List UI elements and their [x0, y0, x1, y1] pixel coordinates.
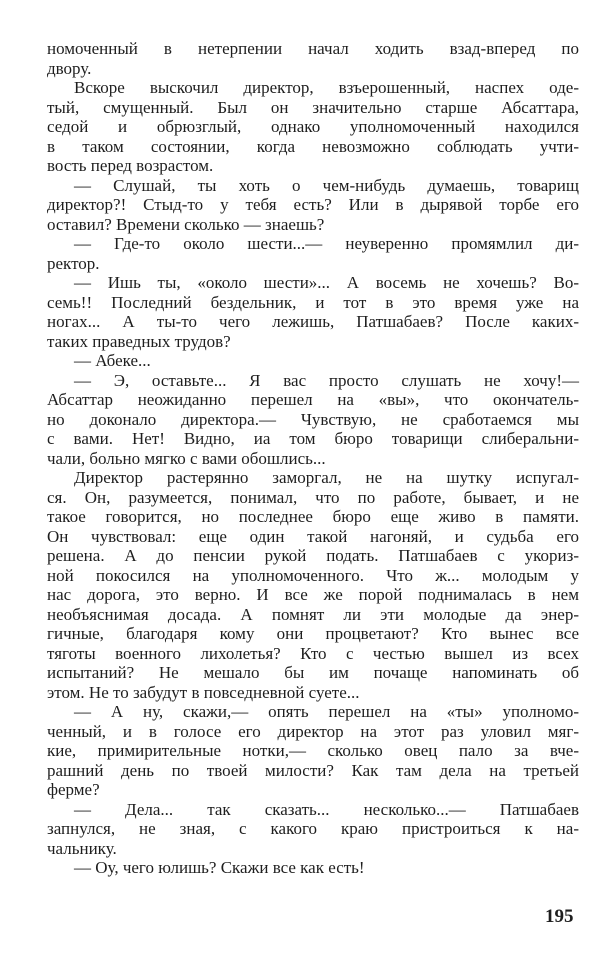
text-line: в таком состоянии, когда невозможно соблюдать учти- — [47, 136, 579, 156]
text-line: — А ну, скажи,— опять перешел на «ты» уполномо- — [74, 702, 579, 721]
text-line: тяготы военного лихолетья? Кто с честью вышел из всех — [47, 643, 579, 663]
text-line: — Где-то около шести...— неуверенно промямлил ди- — [74, 234, 579, 253]
paragraph — [47, 858, 579, 878]
text-line: решена. А до пенсии рукой подать. Патшабаев с укориз- — [47, 546, 579, 565]
text-line: нас дорога, это верно. И все же порой поднималась в нем — [47, 585, 579, 604]
paragraph — [47, 234, 579, 273]
text-line: ногах... А ты-то чего лежишь, Патшабаев? После каких- — [47, 312, 579, 331]
text-line: ся. Он, разумеется, понимал, что по работе, бывает, и не — [47, 487, 579, 507]
paragraph — [47, 273, 579, 351]
text-line: с вами. Нет! Видно, иа том бюро товарищи слиберальни- — [47, 429, 579, 448]
paragraph — [47, 468, 579, 702]
paragraph — [47, 351, 579, 371]
text-line: такое говорится, но последнее бюро еще живо в памяти. — [47, 507, 579, 526]
text-line: рашний день по твоей милости? Как там дела на третьей — [47, 760, 579, 780]
text-line: Директор растерянно заморгал, не на шутку испугал- — [74, 468, 579, 487]
text-line: необъяснимая досада. А помнят ли эти молодые да энер- — [47, 604, 579, 624]
text-line: ферме? — [47, 780, 100, 799]
text-line: чальнику. — [47, 838, 117, 858]
text-line: — Дела... так сказать... несколько...— Патшабаев — [74, 799, 579, 819]
paragraph — [47, 702, 579, 800]
text-line: кие, примирительные нотки,— сколько овец пало за вче- — [47, 741, 579, 760]
text-line: запнулся, не зная, с какого краю пристроиться к на- — [47, 819, 579, 838]
text-line: ректор. — [47, 253, 100, 273]
book-page-text — [47, 39, 579, 878]
text-line: директор?! Стыд-то у тебя есть? Или в дырявой торбе его — [47, 195, 579, 214]
text-line: этом. Не то забудут в повседневной суете... — [47, 682, 360, 702]
text-line: номоченный в нетерпении начал ходить взад-вперед по — [47, 39, 579, 58]
text-line: — Ишь ты, «около шести»... А восемь не хочешь? Во- — [74, 273, 579, 292]
text-line: оставил? Времени сколько — знаешь? — [47, 214, 325, 234]
text-line: — Слушай, ты хоть о чем-нибудь думаешь, товарищ — [74, 175, 579, 195]
paragraph — [47, 800, 579, 859]
text-line: Абсаттар неожиданно перешел на «вы», что окончатель- — [47, 390, 579, 409]
text-line: испытаний? Не мешало бы им почаще напоминать об — [47, 663, 579, 682]
text-line: седой и обрюзглый, однако уполномоченный находился — [47, 117, 579, 136]
text-line: тый, смущенный. Был он значительно старше Абсаттара, — [47, 97, 579, 117]
text-line: гичные, благодаря кому они процветают? Кто вынес все — [47, 624, 579, 643]
text-line: семь!! Последний бездельник, и тот в это время уже на — [47, 292, 579, 312]
text-line: — Э, оставьте... Я вас просто слушать не хочу!— — [74, 370, 579, 390]
paragraph — [47, 39, 579, 78]
text-line: таких праведных трудов? — [47, 331, 231, 351]
page-number: 195 — [545, 906, 574, 927]
text-line: Вскоре выскочил директор, взъерошенный, наспех оде- — [74, 78, 579, 97]
paragraph — [47, 176, 579, 235]
text-line: чали, больно мягко с вами обошлись... — [47, 448, 326, 468]
paragraph — [47, 78, 579, 176]
text-line: но доконало директора.— Чувствую, не сработаемся мы — [47, 409, 579, 429]
text-line: ной покосился на уполномоченного. Что ж... молодым у — [47, 565, 579, 585]
text-line: ченный, и в голосе его директор на этот раз уловил мяг- — [47, 721, 579, 741]
text-line: вость перед возрастом. — [47, 156, 214, 175]
text-line: — Абеке... — [74, 351, 151, 370]
text-line: Он чувствовал: еще один такой нагоняй, и судьба его — [47, 526, 579, 546]
paragraph — [47, 371, 579, 469]
text-line: — Оу, чего юлишь? Скажи все как есть! — [74, 858, 365, 877]
text-line: двору. — [47, 58, 92, 78]
